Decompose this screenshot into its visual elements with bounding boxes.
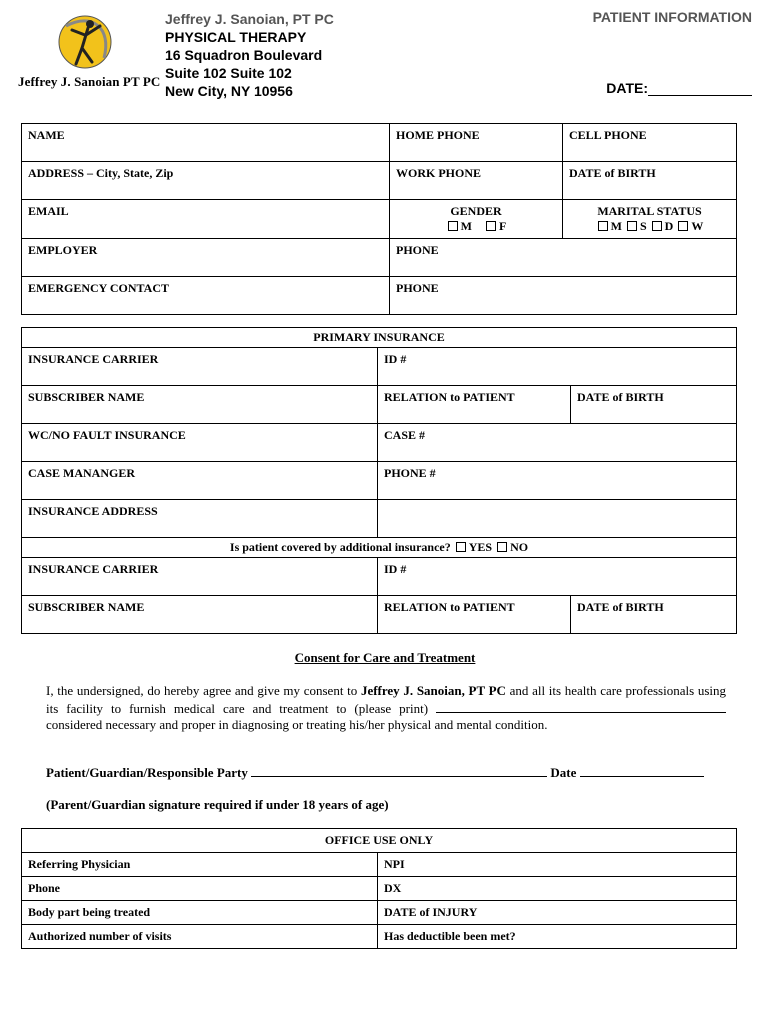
- consent-text-a: I, the undersigned, do hereby agree and give my consent to: [46, 683, 358, 698]
- insurance-id-field[interactable]: ID #: [378, 348, 737, 386]
- case-manager-phone-field[interactable]: PHONE #: [378, 462, 737, 500]
- additional-insurance-label: Is patient covered by additional insurance?: [229, 540, 451, 554]
- signature-label: Patient/Guardian/Responsible Party: [46, 765, 248, 780]
- consent-practice-name: Jeffrey J. Sanoian, PT PC: [360, 683, 506, 698]
- additional-yes-checkbox[interactable]: [456, 542, 466, 552]
- subscriber-dob-field[interactable]: DATE of BIRTH: [571, 386, 737, 424]
- emergency-phone-field[interactable]: PHONE: [390, 277, 737, 315]
- additional-insurance-question: [22, 538, 737, 558]
- consent-text-b: and all its health care professionals using its facility to furnish medical care and treatment to (please print): [46, 683, 727, 716]
- primary-insurance-title: PRIMARY INSURANCE: [22, 328, 737, 348]
- office-phone-field[interactable]: Phone: [22, 877, 378, 901]
- case-number-field[interactable]: CASE #: [378, 424, 737, 462]
- table-row: [22, 424, 737, 462]
- signature-date-line[interactable]: [580, 764, 704, 777]
- marital-s-checkbox[interactable]: [627, 221, 637, 231]
- dob-field[interactable]: DATE of BIRTH: [563, 162, 737, 200]
- table-row: [22, 558, 737, 596]
- office-use-title: OFFICE USE ONLY: [22, 829, 737, 853]
- secondary-id-field[interactable]: ID #: [378, 558, 737, 596]
- npi-field[interactable]: NPI: [378, 853, 737, 877]
- logo-text: Jeffrey J. Sanoian PT PC: [18, 74, 161, 89]
- no-label: NO: [510, 540, 529, 554]
- wc-insurance-field[interactable]: WC/NO FAULT INSURANCE: [22, 424, 378, 462]
- date-field: [606, 80, 752, 96]
- signature-line[interactable]: [251, 764, 547, 777]
- date-label: DATE:: [606, 80, 648, 96]
- table-row: [22, 277, 737, 315]
- table-row: [22, 596, 737, 634]
- secondary-relation-field[interactable]: RELATION to PATIENT: [378, 596, 571, 634]
- referring-physician-field[interactable]: Referring Physician: [22, 853, 378, 877]
- form-title: PATIENT INFORMATION: [592, 9, 752, 25]
- address-line3: New City, NY 10956: [165, 83, 293, 99]
- patient-info-table: [21, 123, 737, 315]
- yes-label: YES: [468, 540, 493, 554]
- name-field[interactable]: NAME: [22, 124, 390, 162]
- cell-phone-field[interactable]: CELL PHONE: [563, 124, 737, 162]
- table-row: [22, 538, 737, 558]
- employer-field[interactable]: EMPLOYER: [22, 239, 390, 277]
- consent-title: Consent for Care and Treatment: [294, 650, 476, 665]
- patient-name-print-line[interactable]: [436, 700, 726, 713]
- marital-d-checkbox[interactable]: [652, 221, 662, 231]
- table-row: [22, 239, 737, 277]
- gender-f-checkbox[interactable]: [486, 221, 496, 231]
- table-row: [22, 853, 737, 877]
- address-line1: 16 Squadron Boulevard: [165, 47, 323, 63]
- address-line2: Suite 102 Suite 102: [165, 65, 292, 81]
- table-row: [22, 462, 737, 500]
- insurance-carrier-field[interactable]: INSURANCE CARRIER: [22, 348, 378, 386]
- insurance-address-field[interactable]: INSURANCE ADDRESS: [22, 500, 378, 538]
- gender-label: GENDER: [450, 204, 502, 218]
- table-row: [22, 124, 737, 162]
- table-row: [22, 877, 737, 901]
- case-manager-field[interactable]: CASE MANANGER: [22, 462, 378, 500]
- authorized-visits-field[interactable]: Authorized number of visits: [22, 925, 378, 949]
- practice-name: Jeffrey J. Sanoian, PT PC: [165, 11, 334, 27]
- secondary-subscriber-field[interactable]: SUBSCRIBER NAME: [22, 596, 378, 634]
- marital-status-cell: [563, 200, 737, 239]
- signature-date-label: Date: [550, 765, 577, 780]
- email-field[interactable]: EMAIL: [22, 200, 390, 239]
- table-row: [22, 386, 737, 424]
- deductible-field[interactable]: Has deductible been met?: [378, 925, 737, 949]
- marital-s-label: S: [639, 219, 647, 233]
- dx-field[interactable]: DX: [378, 877, 737, 901]
- table-row: [22, 200, 737, 239]
- practice-type: PHYSICAL THERAPY: [165, 29, 307, 45]
- table-row: [22, 925, 737, 949]
- marital-d-label: D: [664, 219, 674, 233]
- gender-m-checkbox[interactable]: [448, 221, 458, 231]
- subscriber-name-field[interactable]: SUBSCRIBER NAME: [22, 386, 378, 424]
- marital-m-checkbox[interactable]: [598, 221, 608, 231]
- consent-text-c: considered necessary and proper in diagnosing or treating his/her physical and mental condition.: [46, 717, 548, 732]
- home-phone-field[interactable]: HOME PHONE: [390, 124, 563, 162]
- employer-phone-field[interactable]: PHONE: [390, 239, 737, 277]
- signature-row: [46, 764, 704, 781]
- gender-f-label: F: [498, 219, 507, 233]
- secondary-carrier-field[interactable]: INSURANCE CARRIER: [22, 558, 378, 596]
- signature-note: (Parent/Guardian signature required if under 18 years of age): [46, 797, 389, 812]
- table-row: [22, 162, 737, 200]
- insurance-address-extra[interactable]: [378, 500, 737, 538]
- address-field[interactable]: ADDRESS – City, State, Zip: [22, 162, 390, 200]
- injury-date-field[interactable]: DATE of INJURY: [378, 901, 737, 925]
- table-row: [22, 328, 737, 348]
- table-row: [22, 901, 737, 925]
- marital-status-label: MARITAL STATUS: [597, 204, 702, 218]
- date-input[interactable]: [648, 81, 752, 96]
- additional-no-checkbox[interactable]: [497, 542, 507, 552]
- table-row: [22, 348, 737, 386]
- marital-w-label: W: [691, 219, 704, 233]
- table-row: [22, 829, 737, 853]
- secondary-dob-field[interactable]: DATE of BIRTH: [571, 596, 737, 634]
- insurance-table: [21, 327, 737, 634]
- marital-w-checkbox[interactable]: [678, 221, 688, 231]
- practice-block: [165, 10, 334, 100]
- gender-cell: [390, 200, 563, 239]
- work-phone-field[interactable]: WORK PHONE: [390, 162, 563, 200]
- relation-field[interactable]: RELATION to PATIENT: [378, 386, 571, 424]
- marital-m-label: M: [610, 219, 622, 233]
- consent-body: [46, 683, 726, 734]
- table-row: [22, 500, 737, 538]
- office-use-table: [21, 828, 737, 949]
- gender-m-label: M: [460, 219, 472, 233]
- emergency-contact-field[interactable]: EMERGENCY CONTACT: [22, 277, 390, 315]
- body-part-field[interactable]: Body part being treated: [22, 901, 378, 925]
